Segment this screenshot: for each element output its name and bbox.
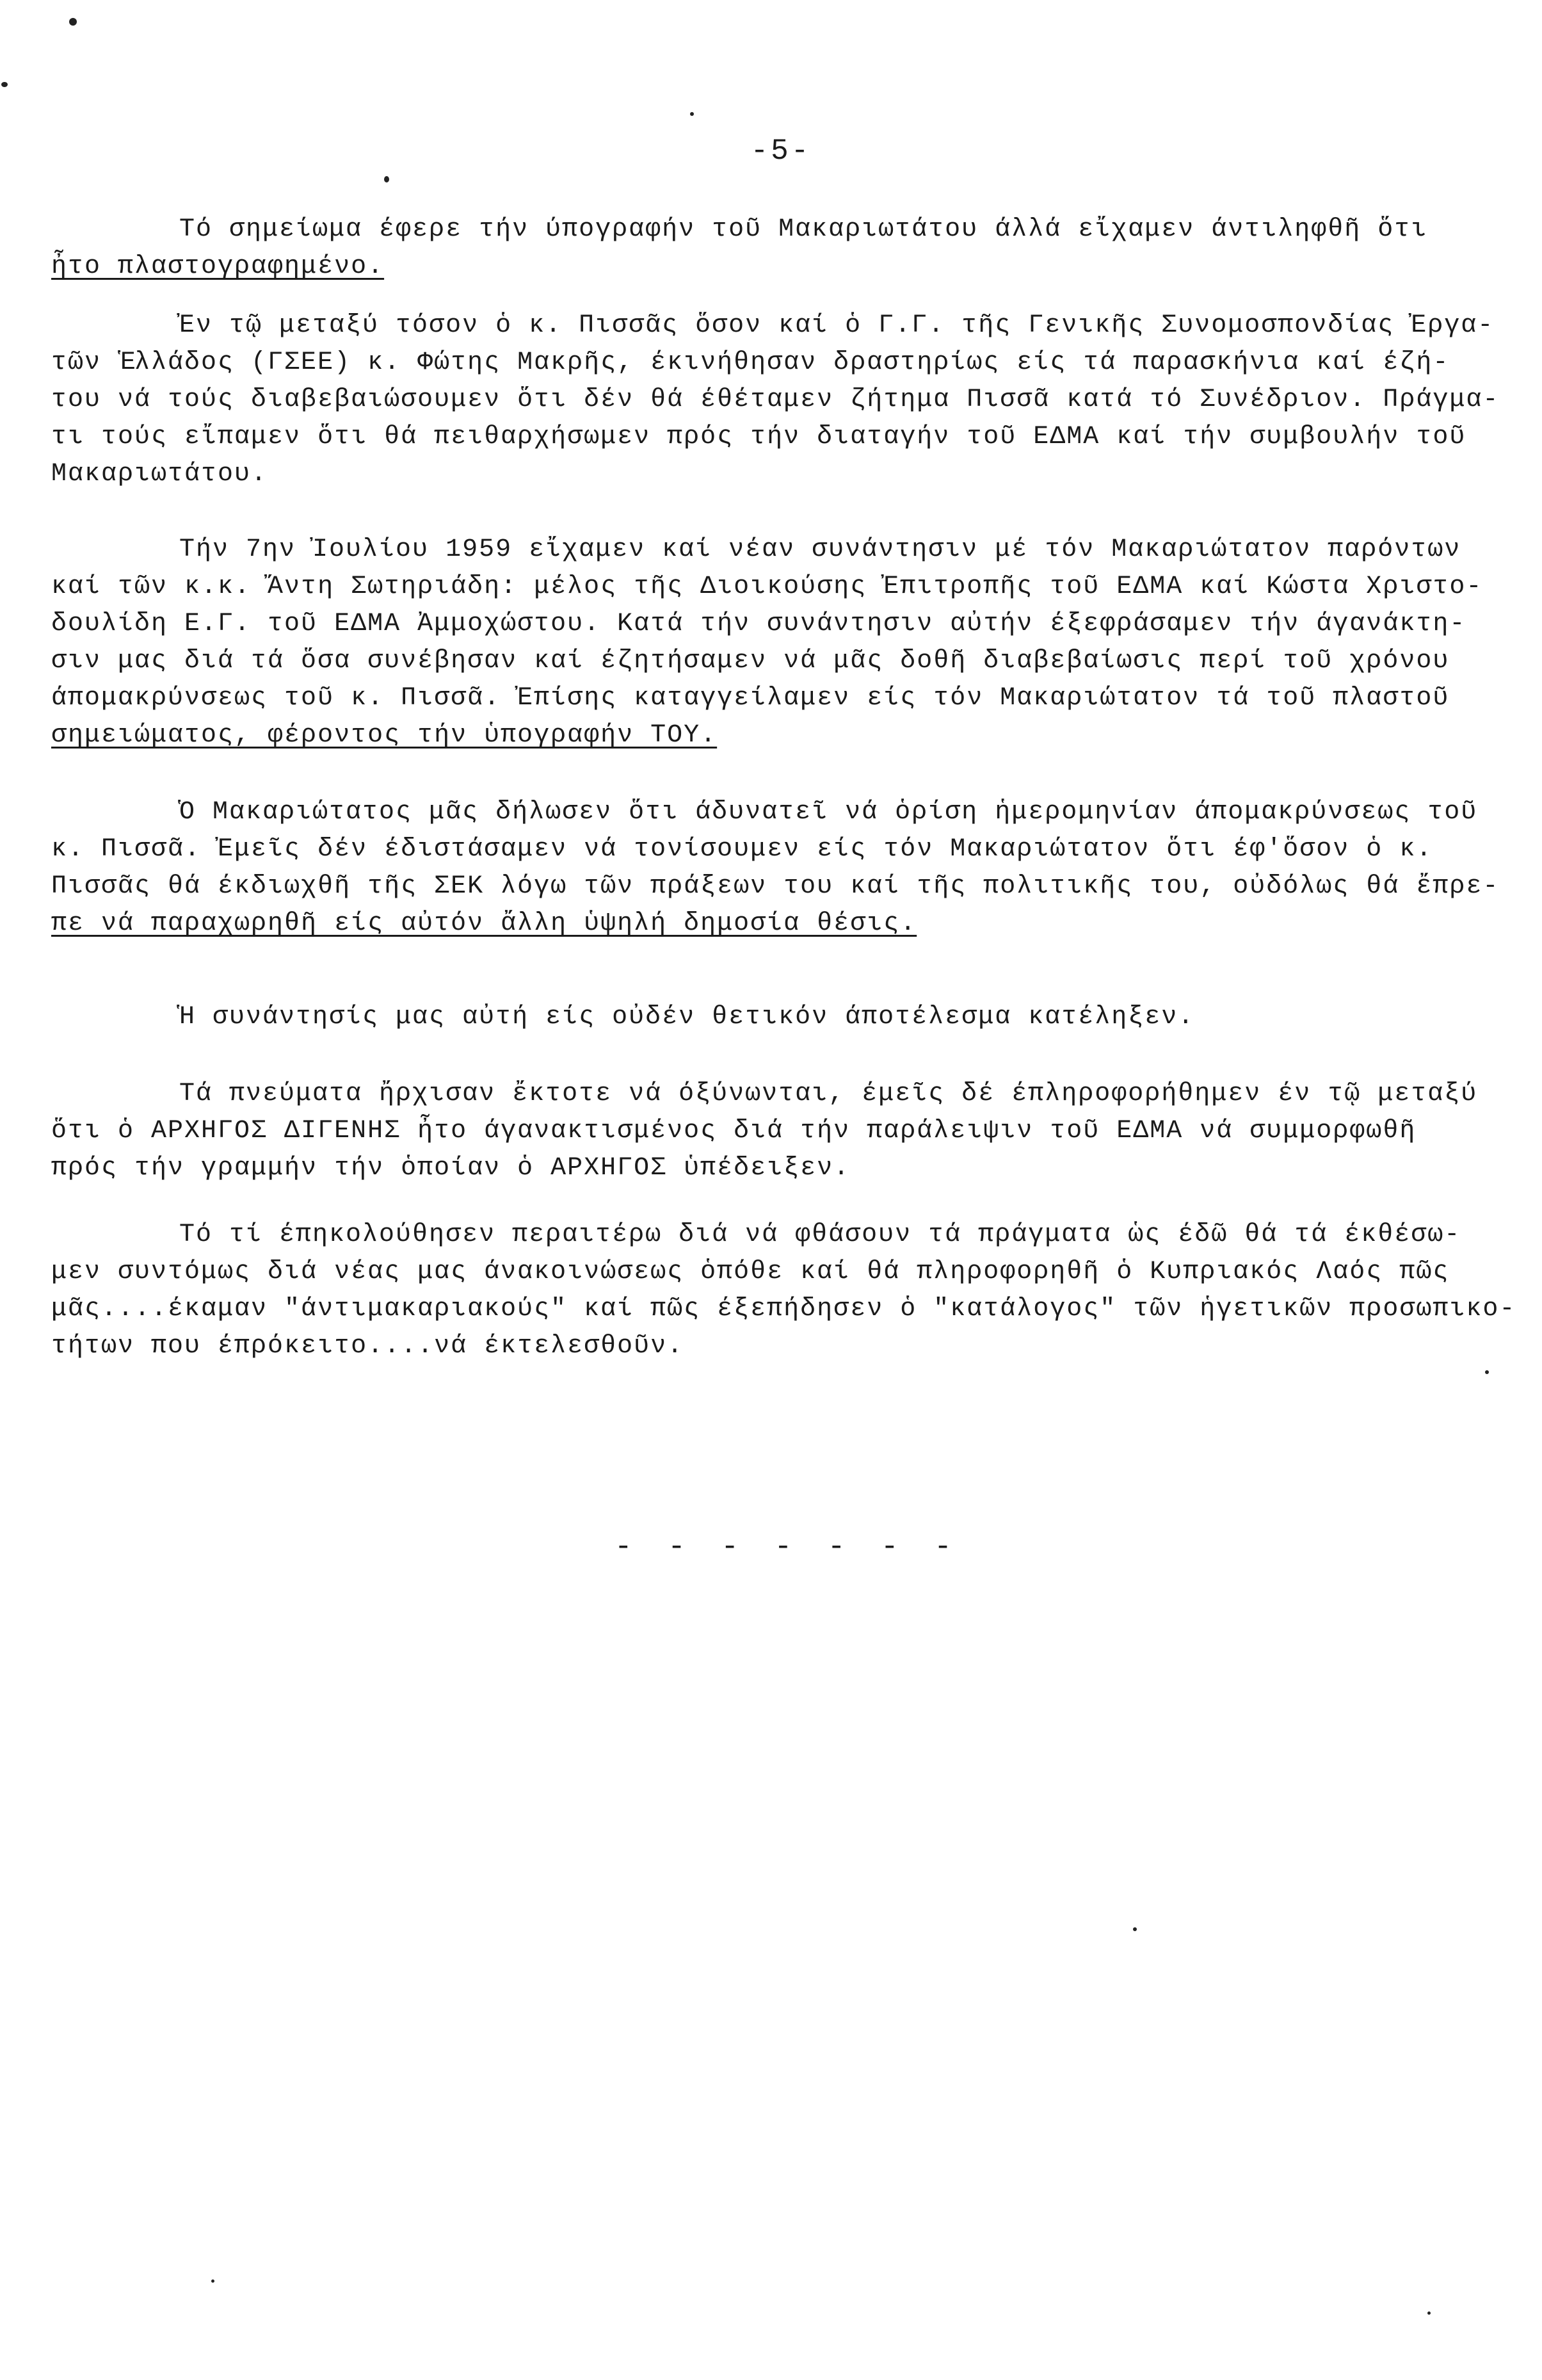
text-line: Ἡ συνάντησίς μας αὐτή είς οὐδέν θετικόν άποτέλεσμα κατέληξεν. bbox=[179, 1003, 1195, 1032]
text-line: Τό σημείωμα έφερε τήν ύπογραφήν τοῦ Μακαριωτάτου άλλά εἴχαμεν άντιληφθῆ ὅτι bbox=[179, 215, 1428, 244]
text-line: Μακαριωτάτου. bbox=[51, 460, 268, 489]
text-line: του νά τούς διαβεβαιώσουμεν ὅτι δέν θά έθέταμεν ζήτημα Πισσᾶ κατά τό Συνέδριον. Πράγμα- bbox=[51, 385, 1500, 414]
scan-speck bbox=[211, 2279, 214, 2283]
text-line: τῶν Ἑλλάδος (ΓΣΕΕ) κ. Φώτης Μακρῆς, έκινήθησαν δραστηρίως είς τά παρασκήνια καί έζή- bbox=[51, 348, 1450, 377]
text-line: Τό τί έπηκολούθησεν περαιτέρω διά νά φθάσουν τά πράγματα ὡς έδῶ θά τά έκθέσω- bbox=[179, 1220, 1461, 1249]
text-line: Πισσᾶς θά έκδιωχθῆ τῆς ΣΕΚ λόγω τῶν πράξεων του καί τῆς πολιτικῆς του, οὐδόλως θά ἔπρε- bbox=[51, 872, 1500, 901]
text-line: Τά πνεύματα ἤρχισαν ἔκτοτε νά όξύνωνται, έμεῖς δέ έπληροφορήθημεν έν τῷ μεταξύ bbox=[179, 1080, 1478, 1108]
paragraph-5 bbox=[51, 999, 1491, 1036]
scan-speck bbox=[1, 82, 8, 87]
scan-speck bbox=[1485, 1370, 1489, 1374]
text-line: δουλίδη Ε.Γ. τοῦ ΕΔΜΑ Ἀμμοχώστου. Κατά τήν συνάντησιν αὐτήν έξεφράσαμεν τήν άγανάκτη- bbox=[51, 610, 1466, 638]
scan-speck bbox=[1427, 2311, 1431, 2315]
text-line: ὅτι ὁ ΑΡΧΗΓΟΣ ΔΙΓΕΝΗΣ ἦτο άγανακτισμένος διά τήν παράλειψιν τοῦ ΕΔΜΑ νά συμμορφωθῆ bbox=[51, 1117, 1417, 1145]
text-line-underlined: σημειώματος, φέροντος τήν ὑπογραφήν ΤΟΥ. bbox=[51, 721, 718, 750]
text-line: κ. Πισσᾶ. Ἐμεῖς δέν έδιστάσαμεν νά τονίσουμεν είς τόν Μακαριώτατον ὅτι έφ'ὅσον ὁ κ. bbox=[51, 835, 1433, 864]
text-line-underlined: ἦτο πλαστογραφημένο. bbox=[51, 252, 385, 281]
paragraph-7 bbox=[51, 1217, 1516, 1365]
text-line-underlined: πε νά παραχωρηθῆ είς αὐτόν ἄλλη ὑψηλή δημοσία θέσις. bbox=[51, 909, 917, 938]
page-number: -5- bbox=[750, 134, 812, 168]
paragraph-6 bbox=[51, 1076, 1491, 1187]
text-line: πρός τήν γραμμήν τήν ὁποίαν ὁ ΑΡΧΗΓΟΣ ὑπέδειξεν. bbox=[51, 1154, 851, 1183]
text-line: τήτων που έπρόκειτο....νά έκτελεσθοῦν. bbox=[51, 1332, 684, 1361]
text-line: μᾶς....έκαμαν "άντιμακαριακούς" καί πῶς έξεπήδησεν ὁ "κατάλογος" τῶν ἡγετικῶν προσωπικο- bbox=[51, 1295, 1516, 1324]
text-line: μεν συντόμως διά νέας μας άνακοινώσεως ὁπόθε καί θά πληροφορηθῆ ὁ Κυπριακός Λαός πῶς bbox=[51, 1258, 1450, 1286]
paragraph-2 bbox=[51, 307, 1500, 493]
paragraph-4 bbox=[51, 794, 1500, 943]
text-line: άπομακρύνσεως τοῦ κ. Πισσᾶ. Ἐπίσης καταγγείλαμεν είς τόν Μακαριώτατον τά τοῦ πλαστοῦ bbox=[51, 684, 1450, 713]
paragraph-1 bbox=[51, 211, 1491, 286]
scan-speck bbox=[69, 18, 77, 26]
text-line: Τήν 7ην Ἰουλίου 1959 εἴχαμεν καί νέαν συνάντησιν μέ τόν Μακαριώτατον παρόντων bbox=[179, 535, 1461, 564]
paragraph-3 bbox=[51, 531, 1491, 754]
scan-speck bbox=[690, 112, 694, 116]
scan-speck bbox=[1133, 1927, 1137, 1931]
text-line: τι τούς εἴπαμεν ὅτι θά πειθαρχήσωμεν πρός τήν διαταγήν τοῦ ΕΔΜΑ καί τήν συμβουλήν τοῦ bbox=[51, 423, 1466, 451]
text-line: καί τῶν κ.κ. Ἄντη Σωτηριάδη: μέλος τῆς Διοικούσης Ἐπιτροπῆς τοῦ ΕΔΜΑ καί Κώστα Χριστο- bbox=[51, 572, 1483, 601]
text-line: Ὁ Μακαριώτατος μᾶς δήλωσεν ὅτι άδυνατεῖ νά ὁρίση ἡμερομηνίαν άπομακρύνσεως τοῦ bbox=[179, 798, 1478, 827]
end-marker: - - - - - - - bbox=[614, 1530, 961, 1564]
text-line: σιν μας διά τά ὅσα συνέβησαν καί έζητήσαμεν νά μᾶς δοθῆ διαβεβαίωσις περί τοῦ χρόνου bbox=[51, 647, 1450, 676]
scan-speck bbox=[384, 176, 389, 182]
text-line: Ἐν τῷ μεταξύ τόσον ὁ κ. Πισσᾶς ὅσον καί ὁ Γ.Γ. τῆς Γενικῆς Συνομοσπονδίας Ἐργα- bbox=[179, 311, 1495, 340]
